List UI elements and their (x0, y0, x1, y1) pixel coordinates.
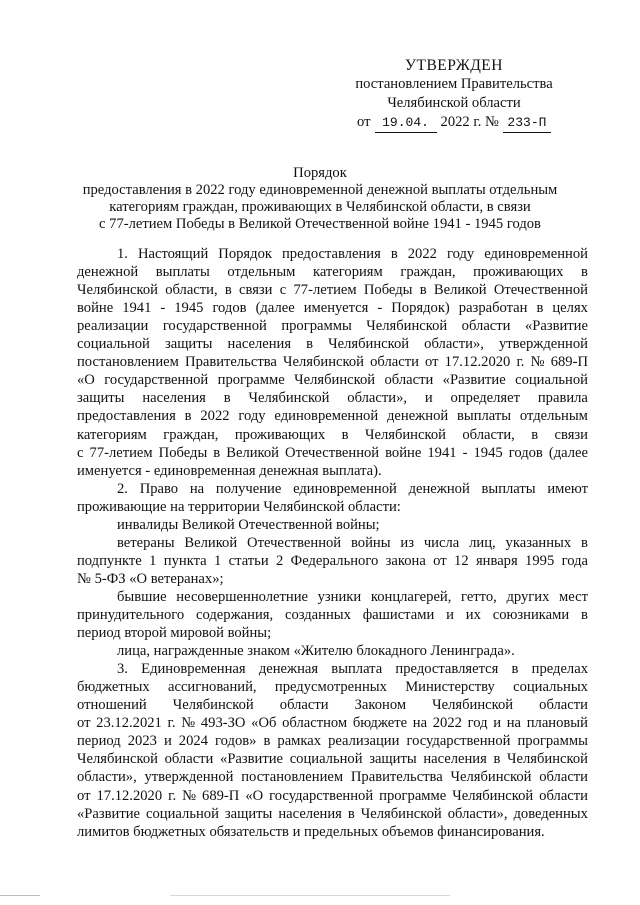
body-line: «Развитие социальной защиты населения в Челябинской области», доведенных (77, 805, 588, 822)
body-line: реализации государственной программы Челябинской области «Развитие (77, 318, 588, 335)
body-line: защиты населения в Челябинской области», и определяет правила (77, 390, 588, 407)
approval-stamp (324, 56, 584, 133)
body-line: бюджетных ассигнований, предусмотренных Министерству социальных (77, 679, 588, 696)
body-line: период 2023 и 2024 годов» в рамках реализации государственной программы (77, 733, 588, 750)
approval-date-row (324, 113, 584, 133)
body-line: лимитов бюджетных обязательств и предельных объемов финансирования. (77, 823, 545, 840)
body-line: от 17.12.2020 г. № 689-П «О государственной программе Челябинской области (77, 787, 588, 804)
body-line: социальной защиты населения в Челябинской области», утвержденной (77, 336, 588, 353)
body-line: лица, награжденные знаком «Жителю блокадного Ленинграда». (117, 643, 515, 660)
body-line: 3. Единовременная денежная выплата предоставляется в пределах (117, 661, 588, 678)
body-line: именуется - единовременная денежная выплата). (77, 462, 382, 479)
body-line: «О государственной программе Челябинской области «Развитие социальной (77, 372, 588, 389)
title-line: категориям граждан, проживающих в Челябинской области, в связи (109, 199, 531, 215)
approval-line-1: постановлением Правительства (355, 76, 553, 92)
body-line: проживающие на территории Челябинской области: (77, 498, 401, 515)
scan-edge-mark (0, 895, 40, 896)
body-line: категориям граждан, проживающих в Челябинской области, в связи (77, 426, 588, 443)
approval-line-2: Челябинской области (387, 95, 521, 111)
body-line: с 77-летием Победы в Великой Отечественной войне 1941 - 1945 годов (далее (77, 444, 588, 461)
body-line: Челябинской области «Развитие социальной защиты населения в Челябинской (77, 751, 588, 768)
body-line: Челябинской области, в связи с 77-летием Победы в Великой Отечественной (77, 282, 588, 299)
body-line: денежной выплаты отдельным категориям граждан, проживающих в (77, 264, 588, 281)
body-line: от 23.12.2021 г. № 493-ЗО «Об областном бюджете на 2022 год и на плановый (77, 715, 588, 732)
title-line: предоставления в 2022 году единовременной денежной выплаты отдельным (82, 182, 558, 198)
approval-number: 233-П (503, 113, 551, 133)
body-line: войне 1941 - 1945 годов (далее именуется - Порядок) разработан в целях (77, 300, 588, 317)
scan-edge-mark (170, 895, 450, 896)
body-line: № 5-ФЗ «О ветеранах»; (77, 570, 224, 587)
body-line: постановлением Правительства Челябинской области от 17.12.2020 г. № 689-П (77, 354, 588, 371)
body-line: бывшие несовершеннолетние узники концлагерей, гетто, других мест (117, 588, 588, 605)
body-line: предоставления в 2022 году единовременной денежной выплаты отдельным (77, 408, 588, 425)
approval-date: 19.04. (375, 113, 437, 133)
body-line: период второй мировой войны; (77, 625, 272, 642)
approval-from-prefix: от (357, 114, 371, 130)
body-line: области», утвержденной постановлением Правительства Челябинской области (77, 769, 588, 786)
body-line: 2. Право на получение единовременной денежной выплаты имеют (117, 480, 588, 497)
body-line: принудительного содержания, созданных фашистами и их союзниками в (77, 607, 588, 623)
body-line: 1. Настоящий Порядок предоставления в 2022 году единовременной (117, 246, 588, 262)
body-line: ветераны Великой Отечественной войны из числа лиц, указанных в (117, 534, 588, 551)
title-line: с 77-летием Победы в Великой Отечественной войне 1941 - 1945 годов (99, 216, 541, 232)
title-line: Порядок (293, 165, 347, 181)
body-line: отношений Челябинской области Законом Челябинской области (77, 697, 588, 714)
approval-year: 2022 г. № (440, 114, 499, 130)
body-line: инвалиды Великой Отечественной войны; (117, 516, 380, 533)
approval-heading: УТВЕРЖДЕН (405, 57, 503, 74)
body-line: подпункте 1 пункта 1 статьи 2 Федерального закона от 12 января 1995 года (77, 552, 588, 569)
